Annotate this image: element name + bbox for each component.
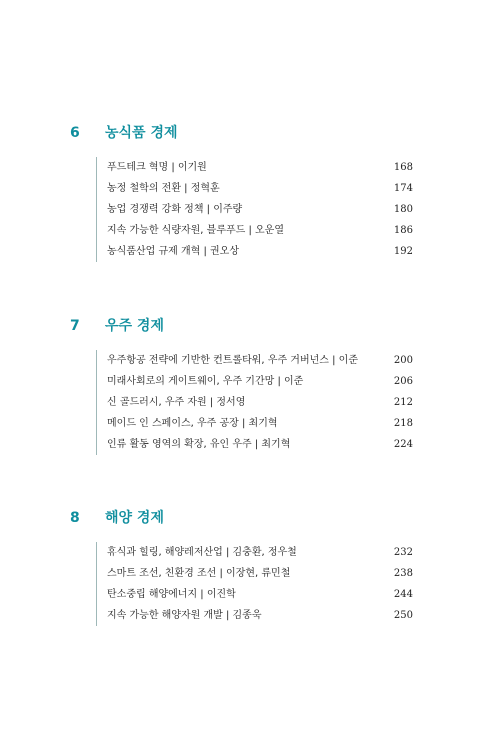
- entry-title: 농정 철학의 전환 | 정혁훈: [107, 183, 220, 194]
- section-header: [0, 316, 500, 336]
- entry-title: 메이드 인 스페이스, 우주 공장 | 최기혁: [107, 418, 278, 429]
- entry-page-number: 174: [393, 183, 413, 194]
- toc-entry[interactable]: [97, 605, 413, 626]
- entry-title: 인류 활동 영역의 확장, 유인 우주 | 최기혁: [107, 439, 291, 450]
- entry-page-number: 206: [393, 376, 413, 387]
- entry-list: [96, 157, 413, 262]
- entry-page-number: 218: [393, 418, 413, 429]
- entry-page-number: 192: [393, 246, 413, 257]
- entry-title: 신 골드러시, 우주 자원 | 정서영: [107, 397, 246, 408]
- entry-page-number: 200: [393, 355, 413, 366]
- entry-title: 스마트 조선, 친환경 조선 | 이장현, 류민철: [107, 568, 291, 579]
- entry-title: 휴식과 힐링, 해양레저산업 | 김충환, 정우철: [107, 547, 297, 558]
- toc-entry[interactable]: [97, 392, 413, 413]
- entry-page-number: 224: [393, 439, 413, 450]
- toc-entry[interactable]: [97, 178, 413, 199]
- toc-entry[interactable]: [97, 413, 413, 434]
- section-number: 6: [70, 125, 80, 141]
- entry-title: 미래사회로의 게이트웨이, 우주 기간망 | 이준: [107, 376, 304, 387]
- entry-title: 농식품산업 규제 개혁 | 권오상: [107, 246, 240, 257]
- toc-entry[interactable]: [97, 241, 413, 262]
- section-title: 우주 경제: [105, 318, 164, 334]
- entry-title: 농업 경쟁력 강화 정책 | 이주량: [107, 204, 243, 215]
- toc-entry[interactable]: [97, 563, 413, 584]
- toc-entry[interactable]: [97, 542, 413, 563]
- toc-entry[interactable]: [97, 434, 413, 455]
- entry-page-number: 168: [393, 162, 413, 173]
- toc-entry[interactable]: [97, 220, 413, 241]
- section-header: [0, 123, 500, 143]
- entry-title: 탄소중립 해양에너지 | 이진학: [107, 589, 236, 600]
- section-title: 해양 경제: [105, 510, 164, 526]
- toc-entry[interactable]: [97, 157, 413, 178]
- entry-list: [96, 542, 413, 626]
- entry-page-number: 186: [393, 225, 413, 236]
- toc-entry[interactable]: [97, 199, 413, 220]
- section-number: 7: [70, 318, 80, 334]
- section-title: 농식품 경제: [105, 125, 178, 141]
- entry-page-number: 238: [393, 568, 413, 579]
- entry-list: [96, 350, 413, 455]
- section-header: [0, 508, 500, 528]
- entry-page-number: 212: [393, 397, 413, 408]
- entry-page-number: 244: [393, 589, 413, 600]
- entry-page-number: 232: [393, 547, 413, 558]
- entry-title: 지속 가능한 식량자원, 블루푸드 | 오운열: [107, 225, 285, 236]
- toc-entry[interactable]: [97, 350, 413, 371]
- toc-entry[interactable]: [97, 371, 413, 392]
- entry-title: 푸드테크 혁명 | 이기원: [107, 162, 207, 173]
- entry-title: 우주항공 전략에 기반한 컨트롤타워, 우주 거버넌스 | 이준: [107, 355, 358, 366]
- entry-title: 지속 가능한 해양자원 개발 | 김종욱: [107, 610, 262, 621]
- toc-entry[interactable]: [97, 584, 413, 605]
- entry-page-number: 250: [393, 610, 413, 621]
- section-number: 8: [70, 510, 80, 526]
- entry-page-number: 180: [393, 204, 413, 215]
